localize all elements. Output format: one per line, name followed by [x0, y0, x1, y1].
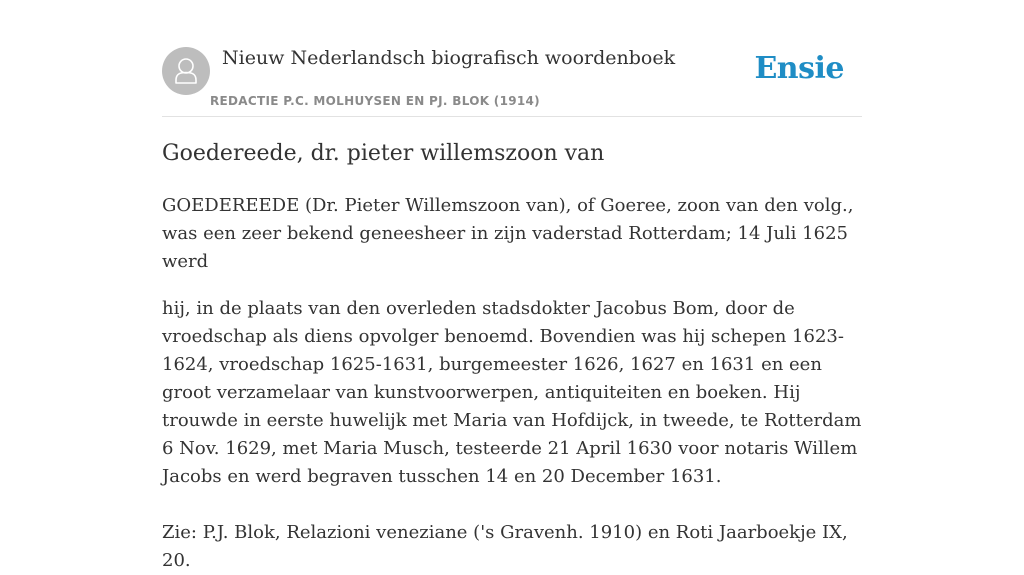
header: [162, 0, 862, 117]
source-editor: REDACTIE P.C. MOLHUYSEN EN PJ. BLOK (1914): [210, 94, 540, 108]
article: [162, 138, 862, 575]
article-paragraph-3: Zie: P.J. Blok, Relazioni veneziane ('s Gravenh. 1910) en Roti Jaarboekje IX, 20.: [162, 522, 848, 571]
article-title: Goedereede, dr. pieter willemszoon van: [162, 141, 605, 166]
ensie-logo[interactable]: Ensie: [754, 51, 844, 86]
article-paragraph-2: hij, in de plaats van den overleden stadsdokter Jacobus Bom, door de vroedschap als diens opvolger benoemd. Bovendien was hij schepen 1623-1624, vroedschap 1625-1631, burgemeester 1626, 1627 en 1631 en een groot verzamelaar van kunstvoorwerpen, antiquiteiten en boeken. Hij trouwde in eerste huwelijk met Maria van Hofdijck, in tweede, te Rotterdam 6 Nov. 1629, met Maria Musch, testeerde 21 April 1630 voor notaris Willem Jacobs en werd begraven tusschen 14 en 20 December 1631.: [162, 298, 862, 487]
source-title[interactable]: Nieuw Nederlandsch biografisch woordenboek: [222, 47, 676, 69]
article-paragraph-1: GOEDEREEDE (Dr. Pieter Willemszoon van), of Goeree, zoon van den volg., was een zeer bekend geneesheer in zijn vaderstad Rotterdam; 14 Juli 1625 werd: [162, 195, 854, 272]
user-icon: [162, 47, 210, 95]
